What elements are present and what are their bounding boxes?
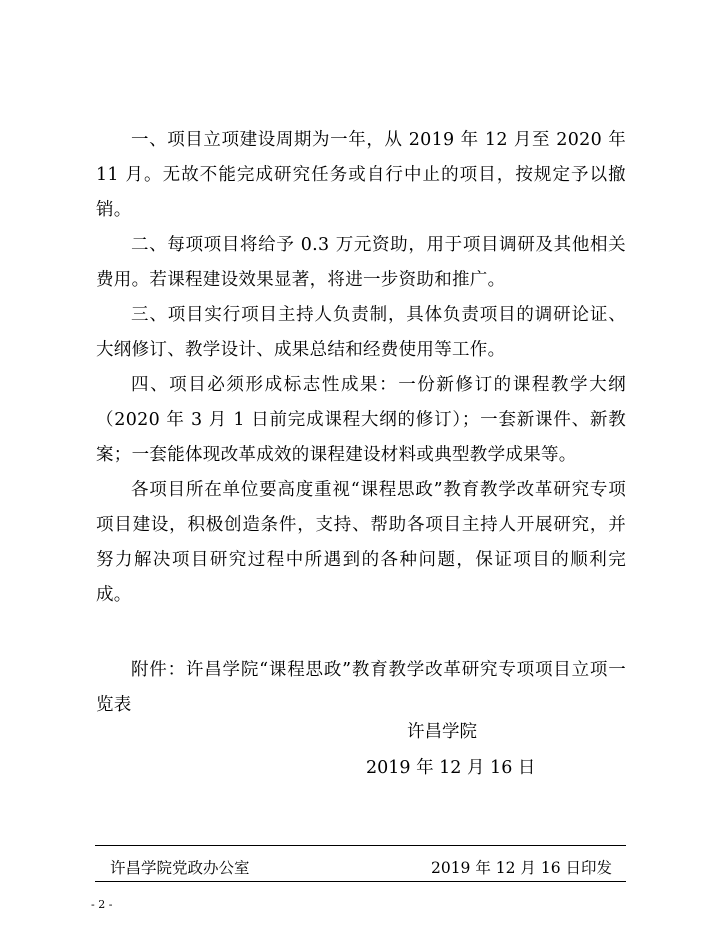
page-number: - 2 - xyxy=(91,898,113,911)
footer-bottom-rule xyxy=(95,881,626,882)
signature-organization: 许昌学院 xyxy=(407,722,477,742)
paragraph-project-period: 一、项目立项建设周期为一年，从 2019 年 12 月至 2020 年 11 月。无故不能完成研究任务或自行中止的项目，按规定予以撤销。 xyxy=(96,130,626,220)
paragraph-outcomes: 四、项目必须形成标志性成果：一份新修订的课程教学大纲（2020 年 3 月 1 日前完成课程大纲的修订）；一套新课件、新教案；一套能体现改革成效的课程建设材料或典型教学成果等。 xyxy=(96,375,626,465)
paragraph-unit-requirements: 各项目所在单位要高度重视“课程思政”教育教学改革研究专项项目建设，积极创造条件，支持、帮助各项目主持人开展研究，并努力解决项目研究过程中所遇到的各种问题，保证项目的顺利完成。 xyxy=(96,480,626,605)
paragraph-funding: 二、每项项目将给予 0.3 万元资助，用于项目调研及其他相关费用。若课程建设效果显著，将进一步资助和推广。 xyxy=(96,235,626,290)
issuer-office: 许昌学院党政办公室 xyxy=(110,859,250,877)
attachment-note: 附件：许昌学院“课程思政”教育教学改革研究专项项目立项一览表 xyxy=(96,660,626,715)
paragraph-responsibility: 三、项目实行项目主持人负责制，具体负责项目的调研论证、大纲修订、教学设计、成果总结和经费使用等工作。 xyxy=(96,305,626,360)
document-body xyxy=(96,123,626,723)
footer-top-rule xyxy=(95,845,626,846)
signature-date: 2019 年 12 月 16 日 xyxy=(366,758,536,778)
print-date: 2019 年 12 月 16 日印发 xyxy=(430,859,612,877)
